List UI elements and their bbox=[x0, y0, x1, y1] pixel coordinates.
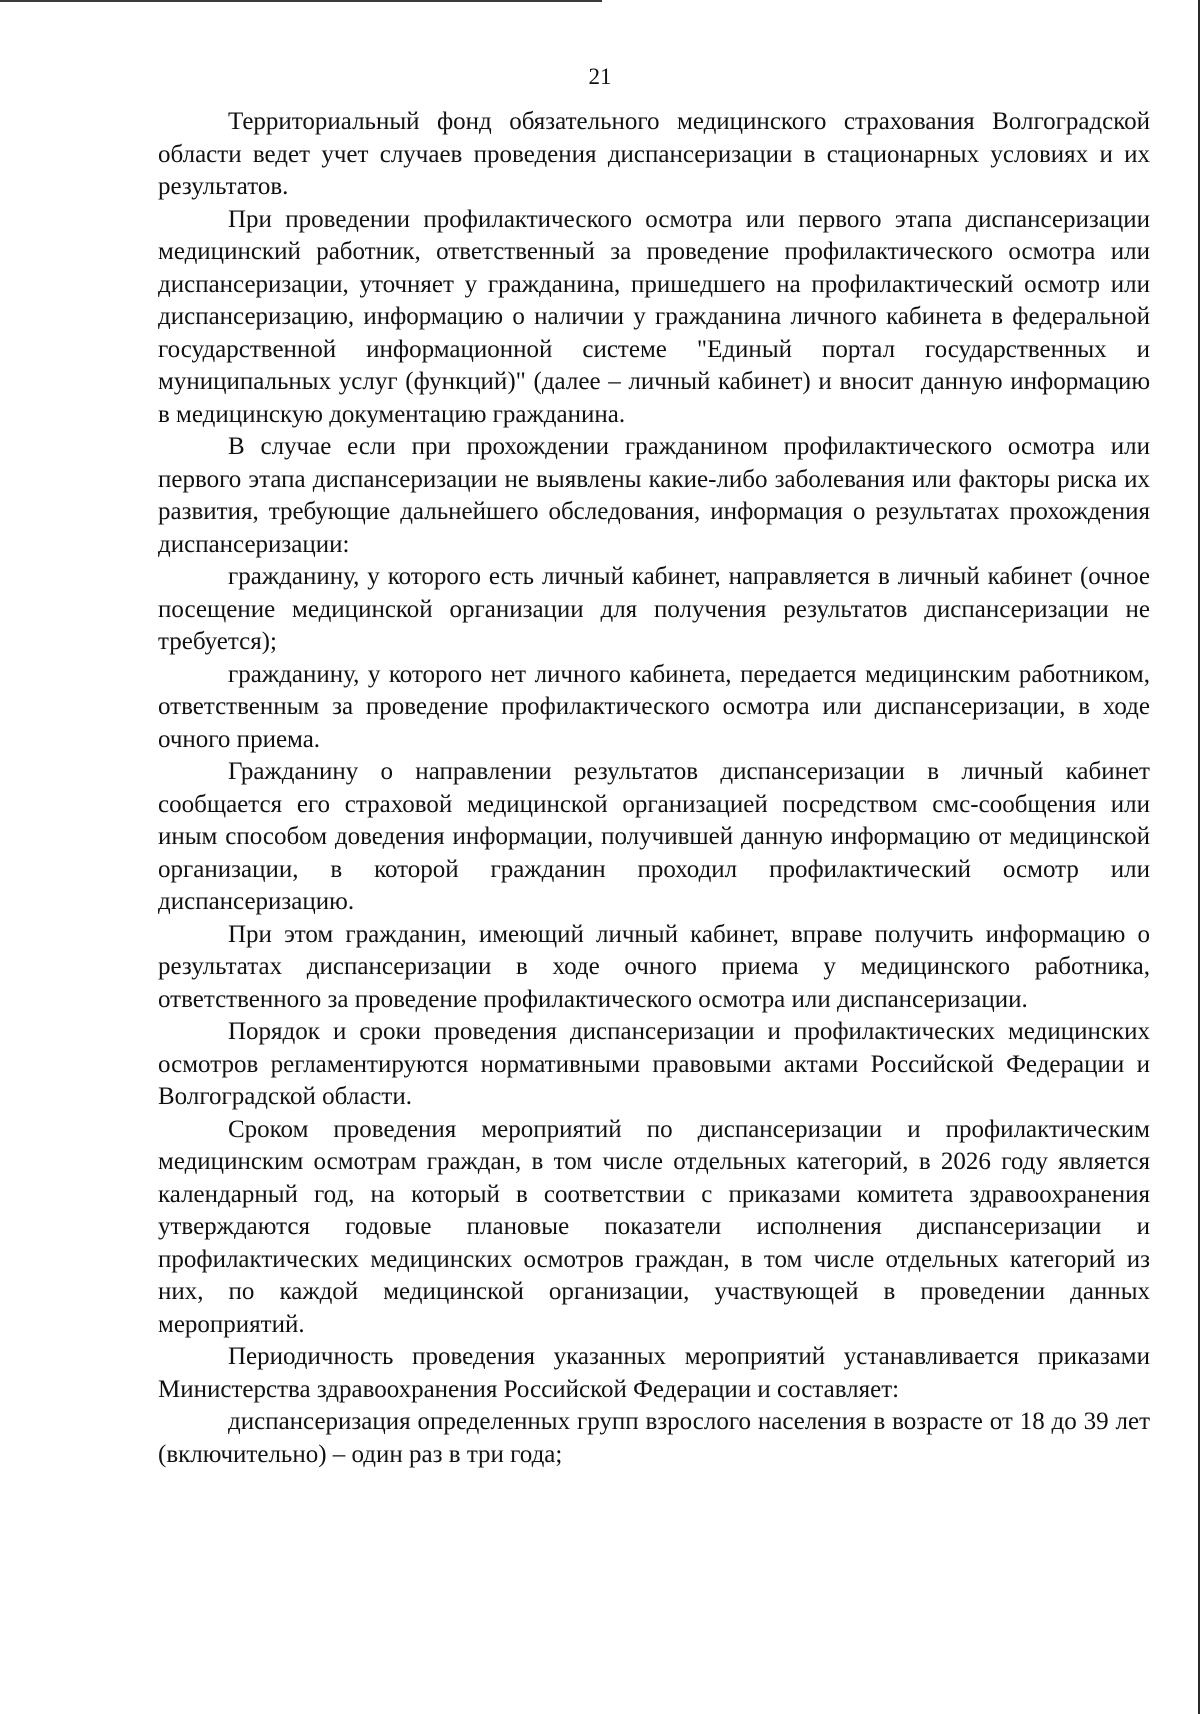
page-number: 21 bbox=[588, 64, 612, 89]
paragraph-tfoms-accounting: Территориальный фонд обязательного медицинского страхования Волгоградской области ведет учет случаев проведения диспансеризации в стационарных условиях и их результатов. bbox=[158, 108, 1150, 200]
paragraph-timeframe-2026: Сроком проведения мероприятий по диспансеризации и профилактическим медицинским осмотрам граждан, в том числе отдельных категорий, в 2026 году является календарный год, на который в соответствии с приказами комитета здравоохранения утверждаются годовые плановые показатели исполнения диспансеризации и профилактических медицинских осмотров граждан, в том числе отдельных категорий из них, по каждой медицинской организации, участвующей в проведении данных мероприятий. bbox=[158, 1115, 1150, 1338]
paragraph-periodicity: Периодичность проведения указанных мероприятий устанавливается приказами Министерства здравоохранения Российской Федерации и составляет: bbox=[158, 1343, 1150, 1403]
paragraph-with-account: гражданину, у которого есть личный кабинет, направляется в личный кабинет (очное посещение медицинской организации для получения результатов диспансеризации не требуется); bbox=[158, 563, 1150, 655]
scan-border-top bbox=[0, 0, 602, 2]
document-body bbox=[158, 106, 1150, 1471]
paragraph-in-person-right: При этом гражданин, имеющий личный кабинет, вправе получить информацию о результатах диспансеризации в ходе очного приема у медицинского работника, ответственного за проведение профилактического осмотра или диспансеризации. bbox=[158, 920, 1150, 1013]
paragraph-sms-notification: Гражданину о направлении результатов диспансеризации в личный кабинет сообщается его страховой медицинской организацией посредством смс-сообщения или иным способом доведения информации, получившей данную информацию от медицинской организации, в которой гражданин проходил профилактический осмотр или диспансеризацию. bbox=[158, 758, 1150, 915]
paragraph-personal-account-check: При проведении профилактического осмотра или первого этапа диспансеризации медицинский работник, ответственный за проведение профилактического осмотра или диспансеризации, уточняет у гражданина, пришедшего на профилактический осмотр или диспансеризацию, информацию о наличии у гражданина личного кабинета в федеральной государственной информационной системе "Единый портал государственных и муниципальных услуг (функций)" (далее – личный кабинет) и вносит данную информацию в медицинскую документацию гражданина. bbox=[158, 205, 1150, 428]
paragraph-age-18-39: диспансеризация определенных групп взрослого населения в возрасте от 18 до 39 лет (включительно) – один раз в три года; bbox=[158, 1408, 1150, 1468]
paragraph-without-account: гражданину, у которого нет личного кабинета, передается медицинским работником, ответственным за проведение профилактического осмотра или диспансеризации, в ходе очного приема. bbox=[158, 660, 1150, 753]
paragraph-regulation: Порядок и сроки проведения диспансеризации и профилактических медицинских осмотров регламентируются нормативными правовыми актами Российской Федерации и Волгоградской области. bbox=[158, 1018, 1150, 1110]
paragraph-results-no-findings: В случае если при прохождении гражданином профилактического осмотра или первого этапа диспансеризации не выявлены какие-либо заболевания или факторы риска их развития, требующие дальнейшего обследования, информация о результатах прохождения диспансеризации: bbox=[158, 433, 1150, 558]
